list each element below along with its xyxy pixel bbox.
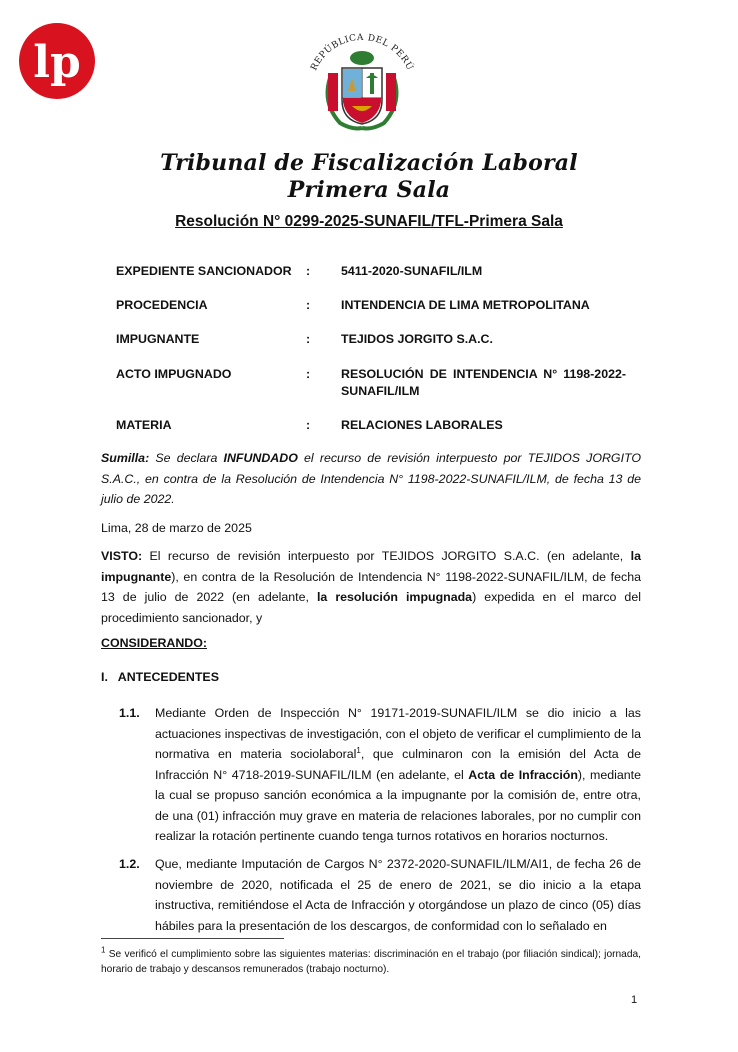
footnote-ref[interactable]: 1 bbox=[356, 745, 361, 755]
paragraph-text: Mediante Orden de Inspección N° 19171-2019-SUNAFIL/ILM se dio inicio a las actuaciones inspectivas de investigación, con el objeto de verificar el cumplimiento de la normativa en materia sociolaboral bbox=[155, 706, 641, 761]
footnote-marker: 1 bbox=[101, 945, 106, 955]
considerando-heading: CONSIDERANDO: bbox=[101, 636, 208, 650]
section-heading-antecedentes: I. ANTECEDENTES bbox=[101, 670, 219, 684]
paragraph-1-2 bbox=[155, 854, 641, 936]
meta-label: MATERIA bbox=[116, 418, 172, 432]
meta-value: RELACIONES LABORALES bbox=[341, 418, 503, 432]
meta-colon: : bbox=[306, 367, 311, 381]
meta-value: RESOLUCIÓN DE INTENDENCIA N° 1198-2022-SUNAFIL/ILM bbox=[341, 367, 626, 398]
meta-label: EXPEDIENTE SANCIONADOR bbox=[116, 264, 292, 278]
paragraph-1-1 bbox=[155, 703, 641, 847]
visto-text: ), en contra de la Resolución de Intendencia N° 1198-2022-SUNAFIL/ILM, de fecha 13 de julio de 2022 (en adelante, bbox=[101, 569, 641, 604]
visto-bold: la resolución impugnada bbox=[316, 590, 473, 604]
lp-logo bbox=[18, 22, 96, 100]
meta-colon: : bbox=[306, 418, 311, 432]
sala-name: Primera Sala bbox=[287, 177, 451, 203]
date-line: Lima, 28 de marzo de 2025 bbox=[101, 521, 252, 535]
sumilla-bold: INFUNDADO bbox=[223, 451, 298, 465]
meta-value: TEJIDOS JORGITO S.A.C. bbox=[341, 332, 493, 346]
tribunal-title bbox=[0, 150, 738, 204]
paragraph-text: Que, mediante Imputación de Cargos N° 2372-2020-SUNAFIL/ILM/AI1, de fecha 26 de noviembre de 2020, notificada el 25 de enero de 2021, se dio inicio a la etapa instructiva, remitiéndose el Acta de Infracción y otorgándose un plazo de cinco (05) días hábiles para la presentación de los descargos, de conformidad con lo señalado en bbox=[155, 857, 641, 933]
visto-paragraph bbox=[101, 546, 641, 628]
paragraph-number: 1.2. bbox=[119, 857, 140, 871]
visto-label: VISTO: bbox=[101, 549, 143, 563]
meta-label: ACTO IMPUGNADO bbox=[116, 367, 232, 381]
resolution-number: Resolución N° 0299-2025-SUNAFIL/TFL-Primera Sala bbox=[175, 213, 563, 230]
meta-colon: : bbox=[306, 332, 311, 346]
coat-of-arms-caption: REPÚBLICA DEL PERÚ bbox=[309, 32, 415, 73]
paragraph-number: 1.1. bbox=[119, 706, 140, 720]
visto-text: El recurso de revisión interpuesto por TEJIDOS JORGITO S.A.C. (en adelante, bbox=[142, 549, 631, 563]
lp-logo-text: lp bbox=[33, 37, 81, 88]
coat-of-arms-peru bbox=[300, 28, 424, 138]
page-number: 1 bbox=[631, 994, 638, 1006]
sumilla-text: el recurso de revisión interpuesto por TEJIDOS JORGITO S.A.C., en contra de la Resolución de Intendencia N° 1198-2022-SUNAFIL/ILM, de fecha 13 de julio de 2022. bbox=[101, 451, 641, 506]
visto-text: ) expedida en el marco del procedimiento sancionador, y bbox=[101, 590, 641, 625]
meta-label: PROCEDENCIA bbox=[116, 298, 208, 312]
meta-colon: : bbox=[306, 264, 311, 278]
footnote-text: Se verificó el cumplimiento sobre las siguientes materias: discriminación en el trabajo (por filiación sindical); jornada, horario de trabajo y descansos remunerados (trabajo nocturno). bbox=[101, 949, 641, 975]
sumilla bbox=[101, 448, 641, 510]
paragraph-text: ), mediante la cual se propuso sanción económica a la impugnante por la comisión de, entre otra, de una (01) infracción muy grave en materia de relaciones laborales, por no cumplir con realizar la rotación pertinente cuando tenga turnos rotativos en horarios nocturnos. bbox=[155, 767, 642, 843]
meta-value: 5411-2020-SUNAFIL/ILM bbox=[341, 264, 483, 278]
meta-value: INTENDENCIA DE LIMA METROPOLITANA bbox=[341, 298, 590, 312]
meta-label: IMPUGNANTE bbox=[116, 332, 200, 346]
tribunal-name: Tribunal de Fiscalización Laboral bbox=[160, 150, 578, 176]
visto-bold: la impugnante bbox=[101, 549, 641, 584]
paragraph-text: , que culminaron con la emisión del Acta de Infracción N° 4718-2019-SUNAFIL/ILM (en adelante, el bbox=[155, 747, 641, 782]
footnote-divider bbox=[101, 938, 284, 939]
sumilla-text: Se declara bbox=[149, 451, 224, 465]
paragraph-bold: Acta de Infracción bbox=[468, 767, 578, 782]
footnote bbox=[101, 945, 641, 977]
meta-colon: : bbox=[306, 298, 311, 312]
sumilla-label: Sumilla: bbox=[101, 451, 150, 465]
